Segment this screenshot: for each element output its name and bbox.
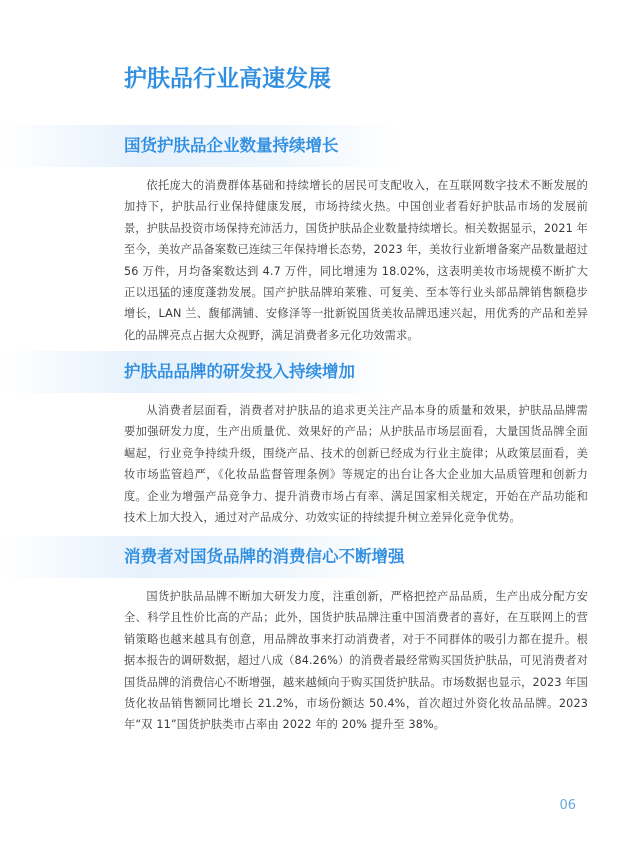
page-title: 护肤品行业高速发展 (124, 66, 331, 92)
section-body: 国货护肤品品牌不断加大研发力度，注重创新，严格把控产品品质，生产出成分配方安全、科学且性价比高的产品；此外，国货护肤品牌注重中国消费者的喜好，在互联网上的营销策略也越来越具有创意，用品牌故事来打动消费者，对于不同群体的吸引力都在提升。根据本报告的调研数据，超过八成（84.26%）的消费者最经常购买国货护肤品，可见消费者对国货品牌的消费信心不断增强，越来越倾向于购买国货护肤品。市场数据也显示，2023 年国货化妆品销售额同比增长 21.2%，市场份额达 50.4%，首次超过外资化妆品品牌。2023 年“双 11”国货护肤类市占率由 2022 年的 20% 提升至 38%。 (124, 590, 588, 732)
section-header-1 (0, 125, 400, 167)
page-number: 06 (559, 798, 576, 813)
section-body: 从消费者层面看，消费者对护肤品的追求更关注产品本身的质量和效果，护肤品品牌需要加强研发力度，生产出质量优、效果好的产品；从护肤品市场层面看，大量国货品牌全面崛起，行业竞争持续升级，围绕产品、技术的创新已经成为行业主旋律；从政策层面看，美妆市场监管趋严，《化妆品监督管理条例》等规定的出台让各大企业加大品质管理和创新力度。企业为增强产品竞争力、提升消费市场占有率、满足国家相关规定，开始在产品功能和技术上加大投入，通过对产品成分、功效实证的持续提升树立差异化竞争优势。 (124, 404, 588, 525)
section-title: 国货护肤品企业数量持续增长 (124, 136, 339, 155)
section-title: 护肤品品牌的研发投入持续增加 (124, 362, 355, 381)
section-body: 依托庞大的消费群体基础和持续增长的居民可支配收入，在互联网数字技术不断发展的加持下，护肤品行业保持健康发展，市场持续火热。中国创业者看好护肤品市场的发展前景，护肤品投资市场保持充沛活力，国货护肤品企业数量持续增长。相关数据显示，2021 年至今，美妆产品备案数已连续三年保持增长态势，2023 年，美妆行业新增备案产品数量超过 56 万件，月均备案数达到 4.7 万件，同比增速为 18.02%，这表明美妆市场规模不断扩大正以迅猛的速度蓬勃发展。国产护肤品牌珀莱雅、可复美、至本等行业头部品牌销售额稳步增长，LAN 兰、馥郁满铺、安修泽等一批新锐国货美妆品牌迅速兴起，用优秀的产品和差异化的品牌亮点占据大众视野，满足消费者多元化功效需求。 (124, 179, 588, 342)
section-header-2 (0, 351, 400, 393)
section-title: 消费者对国货品牌的消费信心不断增强 (124, 547, 405, 566)
section-header-3 (0, 536, 405, 578)
